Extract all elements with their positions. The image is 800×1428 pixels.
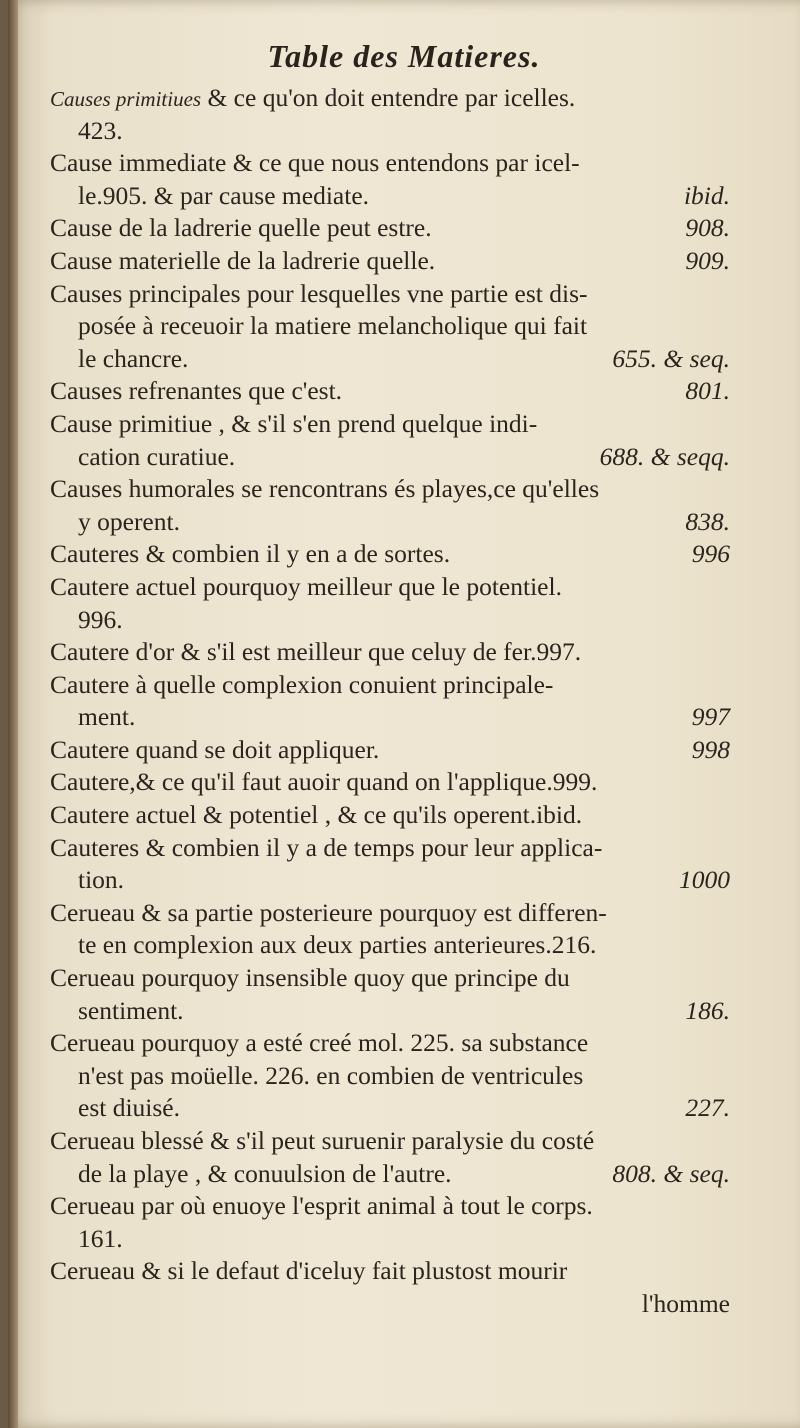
entry-text: Cautere d'or & s'il est meilleur que celuy de fer.997. — [50, 637, 582, 667]
entry-text: le chancre. — [78, 343, 189, 373]
entry-line — [50, 636, 730, 669]
entry-line — [50, 1125, 730, 1158]
index-entry — [50, 278, 730, 376]
entry-text: Cause materielle de la ladrerie quelle. — [50, 245, 436, 275]
entry-line — [50, 734, 730, 767]
index-entry — [50, 147, 730, 212]
entry-text: Cause immediate & ce que nous entendons par icel- — [50, 148, 580, 178]
entry-page-ref: 997 — [691, 702, 730, 732]
entry-line — [50, 1288, 730, 1321]
entry-line — [50, 82, 730, 115]
entry-page-ref: 688. & seqq. — [599, 441, 730, 471]
entry-text: 423. — [78, 115, 123, 145]
entry-line — [50, 897, 730, 930]
entry-line — [50, 766, 730, 799]
entry-text: Cautere quand se doit appliquer. — [50, 734, 380, 764]
entry-line — [50, 929, 730, 962]
book-page — [8, 0, 800, 1428]
entry-page-ref: 1000 — [679, 865, 730, 895]
entry-text: est diuisé. — [78, 1093, 180, 1123]
entry-text: Cerueau & si le defaut d'iceluy fait plustost mourir — [50, 1256, 568, 1286]
index-entry — [50, 1255, 730, 1320]
entry-line — [50, 310, 730, 343]
entry-text: Cerueau pourquoy insensible quoy que principe du — [50, 963, 570, 993]
entry-line — [50, 506, 730, 539]
index-entry — [50, 473, 730, 538]
entry-text: Cauteres & combien il y a de temps pour leur applica- — [50, 832, 603, 862]
index-entry — [50, 82, 730, 147]
index-entry — [50, 734, 730, 767]
index-entries — [50, 82, 730, 1321]
entry-page-ref: 909. — [685, 245, 730, 275]
entry-line — [50, 115, 730, 148]
entry-line — [50, 701, 730, 734]
entry-line — [50, 375, 730, 408]
entry-text: Cautere actuel & potentiel , & ce qu'ils operent.ibid. — [50, 800, 583, 830]
entry-line — [50, 538, 730, 571]
index-entry — [50, 408, 730, 473]
entry-page-ref: 186. — [685, 995, 730, 1025]
entry-page-ref: 227. — [685, 1093, 730, 1123]
entry-text: 996. — [78, 604, 123, 634]
entry-page-ref: 808. & seq. — [612, 1158, 730, 1188]
entry-text: cation curatiue. — [78, 441, 236, 471]
entry-line — [50, 995, 730, 1028]
index-entry — [50, 538, 730, 571]
index-entry — [50, 245, 730, 278]
entry-line — [50, 604, 730, 637]
entry-text: Causes refrenantes que c'est. — [50, 376, 343, 406]
entry-line — [50, 1158, 730, 1191]
index-entry — [50, 1027, 730, 1125]
entry-line — [50, 669, 730, 702]
index-entry — [50, 962, 730, 1027]
entry-text: Cerueau par où enuoye l'esprit animal à tout le corps. — [50, 1191, 593, 1221]
entry-text: Cerueau & sa partie posterieure pourquoy est differen- — [50, 897, 607, 927]
page-gutter — [8, 0, 18, 1428]
index-entry — [50, 636, 730, 669]
entry-text: le.905. & par cause mediate. — [78, 180, 370, 210]
entry-text: Cautere,& ce qu'il faut auoir quand on l'applique.999. — [50, 767, 598, 797]
entry-text: l'homme — [641, 1288, 730, 1318]
entry-line — [50, 1027, 730, 1060]
entry-text: ment. — [78, 702, 136, 732]
entry-page-ref: ibid. — [683, 180, 730, 210]
index-entry — [50, 669, 730, 734]
entry-line — [50, 278, 730, 311]
entry-line — [50, 1190, 730, 1223]
entry-line — [50, 245, 730, 278]
entry-line — [50, 1092, 730, 1125]
running-title: Table des Matieres. — [267, 38, 541, 74]
entry-line — [50, 473, 730, 506]
entry-line — [50, 212, 730, 245]
entry-line — [50, 147, 730, 180]
entry-line — [50, 962, 730, 995]
entry-line — [50, 799, 730, 832]
entry-text: Causes primitiues & ce qu'on doit entendre par icelles. — [50, 83, 576, 112]
entry-text: Cauteres & combien il y en a de sortes. — [50, 539, 451, 569]
entry-text: Cautere actuel pourquoy meilleur que le potentiel. — [50, 571, 562, 601]
entry-text: te en complexion aux deux parties anterieures.216. — [78, 930, 597, 960]
entry-line — [50, 832, 730, 865]
index-entry — [50, 375, 730, 408]
index-entry — [50, 1190, 730, 1255]
entry-line — [50, 1255, 730, 1288]
entry-text: Cautere à quelle complexion conuient principale- — [50, 669, 554, 699]
entry-page-ref: 908. — [685, 213, 730, 243]
entry-line — [50, 343, 730, 376]
entry-text: 161. — [78, 1223, 123, 1253]
index-entry — [50, 1125, 730, 1190]
entry-line — [50, 1223, 730, 1256]
entry-text: Causes humorales se rencontrans és playes,ce qu'elles — [50, 474, 600, 504]
entry-text: tion. — [78, 865, 125, 895]
entry-line — [50, 864, 730, 897]
entry-text: de la playe , & conuulsion de l'autre. — [78, 1158, 452, 1188]
entry-text: n'est pas moüelle. 226. en combien de ventricules — [78, 1060, 584, 1090]
entry-page-ref: 998 — [691, 734, 730, 764]
index-entry — [50, 897, 730, 962]
index-entry — [50, 571, 730, 636]
entry-page-ref: 996 — [691, 539, 730, 569]
entry-text: sentiment. — [78, 995, 184, 1025]
entry-page-ref: 801. — [685, 376, 730, 406]
entry-text: Causes principales pour lesquelles vne partie est dis- — [50, 278, 588, 308]
entry-line — [50, 441, 730, 474]
entry-text: Cerueau blessé & s'il peut suruenir paralysie du costé — [50, 1126, 595, 1155]
index-entry — [50, 766, 730, 799]
entry-text: y operent. — [78, 506, 180, 536]
index-entry — [50, 212, 730, 245]
entry-text: posée à receuoir la matiere melancholique qui fait — [78, 311, 588, 341]
entry-page-ref: 838. — [685, 506, 730, 536]
entry-text: Cause de la ladrerie quelle peut estre. — [50, 213, 432, 243]
entry-text: Cause primitiue , & s'il s'en prend quelque indi- — [50, 408, 538, 438]
index-entry — [50, 799, 730, 832]
entry-line — [50, 1060, 730, 1093]
entry-page-ref: 655. & seq. — [612, 343, 730, 373]
index-entry — [50, 832, 730, 897]
entry-line — [50, 180, 730, 213]
entry-line — [50, 571, 730, 604]
entry-line — [50, 408, 730, 441]
entry-text: Cerueau pourquoy a esté creé mol. 225. sa substance — [50, 1028, 589, 1058]
